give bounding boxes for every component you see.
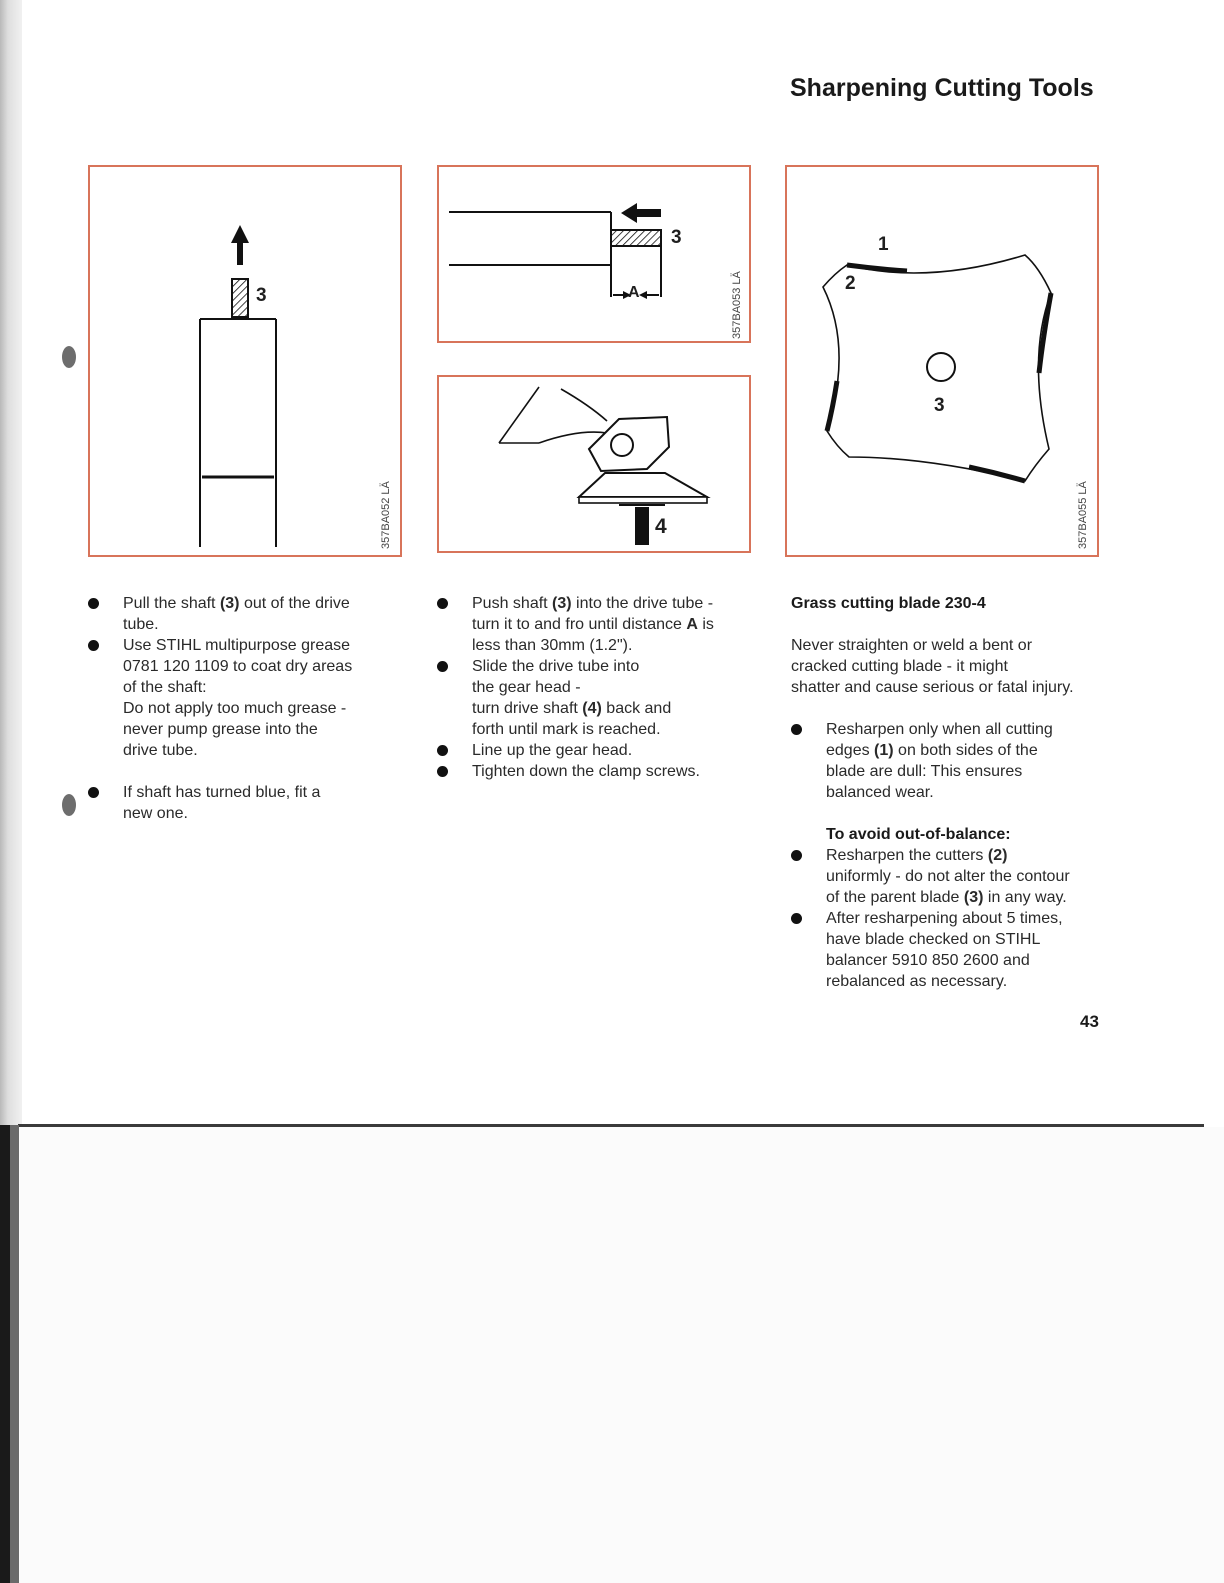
shaft-removal-drawing [90,167,400,555]
drive-shaft-part [635,507,649,545]
text-fragment: out of the drive [239,595,350,612]
text-fragment: Push shaft [472,595,553,612]
text-fragment: in any way. [983,889,1067,906]
text-fragment: of the parent blade [826,889,964,906]
bolt-circle [611,434,633,456]
text-line: of the shaft: [123,679,207,696]
text-line: have blade checked on STIHL [826,931,1041,948]
text-fragment: edges [826,742,875,759]
fig1-label-3: 3 [256,285,267,306]
text-line: tube. [123,616,159,633]
figure-cutting-blade [785,165,1099,557]
text-bold: (3) [552,595,572,612]
text-line: Resharpen only when all cutting [826,721,1053,738]
next-page-area [19,1127,1224,1583]
spine-shadow-inner [10,1125,19,1583]
page-title: Sharpening Cutting Tools [790,74,1094,102]
shaft-part [232,279,248,317]
text-line: Never straighten or weld a bent or [791,637,1033,654]
fig4-code: 357BA055 LÄ [1077,481,1089,549]
text-fragment: Pull the shaft [123,595,220,612]
figure-distance-a [437,165,751,343]
text-fragment: on both sides of the [893,742,1038,759]
list-item [437,761,757,782]
arrow-left-icon [621,203,661,223]
text-line: blade are dull: This ensures [826,763,1023,780]
text-fragment: turn drive shaft [472,700,583,717]
fig1-code: 357BA052 LÄ [380,481,392,549]
arrow-up-icon [231,225,249,265]
text-line: 0781 120 1109 to coat dry areas [123,658,353,675]
list-item [88,593,398,635]
fig3-label-4: 4 [655,515,667,538]
text-bold: A [686,616,698,633]
list-item [437,740,757,761]
list-item [88,635,398,761]
text-fragment: Resharpen the cutters [826,847,988,864]
list-item [437,656,757,740]
column-right-text [791,593,1111,992]
text-line: balanced wear. [826,784,934,801]
center-hole [927,353,955,381]
figure-gear-head [437,375,751,553]
text-line: shatter and cause serious or fatal injury. [791,679,1074,696]
text-line: drive tube. [123,742,198,759]
fig2-label-3: 3 [671,227,682,248]
text-line: Slide the drive tube into [472,658,640,675]
list-item [791,908,1111,992]
cutting-blade-drawing [787,167,1097,555]
list-item [791,845,1111,908]
distance-a-drawing [439,167,749,341]
text-line: If shaft has turned blue, fit a [123,784,321,801]
text-fragment: into the drive tube - [571,595,714,612]
fig4-label-3: 3 [934,395,945,416]
binder-hole-upper [62,346,76,368]
text-line: never pump grease into the [123,721,318,738]
text-bold: (1) [874,742,894,759]
text-bold: (3) [219,595,240,612]
text-line: uniformly - do not alter the contour [826,868,1070,885]
text-bold: (3) [963,889,984,906]
sub-heading: To avoid out-of-balance: [826,826,1011,843]
list-item [791,719,1111,803]
text-fragment: turn it to and fro until distance [472,616,687,633]
fig4-label-1: 1 [878,234,889,255]
fig2-label-a: A [628,284,640,301]
binder-hole-lower [62,794,76,816]
fig2-code: 357BA053 LÄ [731,271,743,339]
column-middle-text [437,593,757,782]
text-line: less than 30mm (1.2"). [472,637,633,654]
text-line: cracked cutting blade - it might [791,658,1008,675]
text-line: the gear head - [472,679,581,696]
text-fragment: back and [601,700,672,717]
text-line: Tighten down the clamp screws. [472,763,700,780]
list-item [88,782,398,824]
text-line: rebalanced as necessary. [826,973,1008,990]
figure-shaft-removal [88,165,402,557]
text-line: Do not apply too much grease - [123,700,347,717]
page-number: 43 [1080,1012,1099,1031]
text-line: forth until mark is reached. [472,721,661,738]
shaft-part [611,230,661,246]
text-line: Use STIHL multipurpose grease [123,637,351,654]
text-line: Line up the gear head. [472,742,633,759]
text-line: balancer 5910 850 2600 and [826,952,1030,969]
section-heading: Grass cutting blade 230-4 [791,595,986,612]
text-bold: (2) [987,847,1008,864]
text-bold: (4) [582,700,602,717]
gear-head-drawing [439,377,749,551]
column-left-text [88,593,398,824]
text-line: new one. [123,805,188,822]
text-line: After resharpening about 5 times, [826,910,1063,927]
spine-shadow [0,1125,10,1583]
list-item [437,593,757,656]
fig4-label-2: 2 [845,273,856,294]
text-fragment: is [697,616,714,633]
